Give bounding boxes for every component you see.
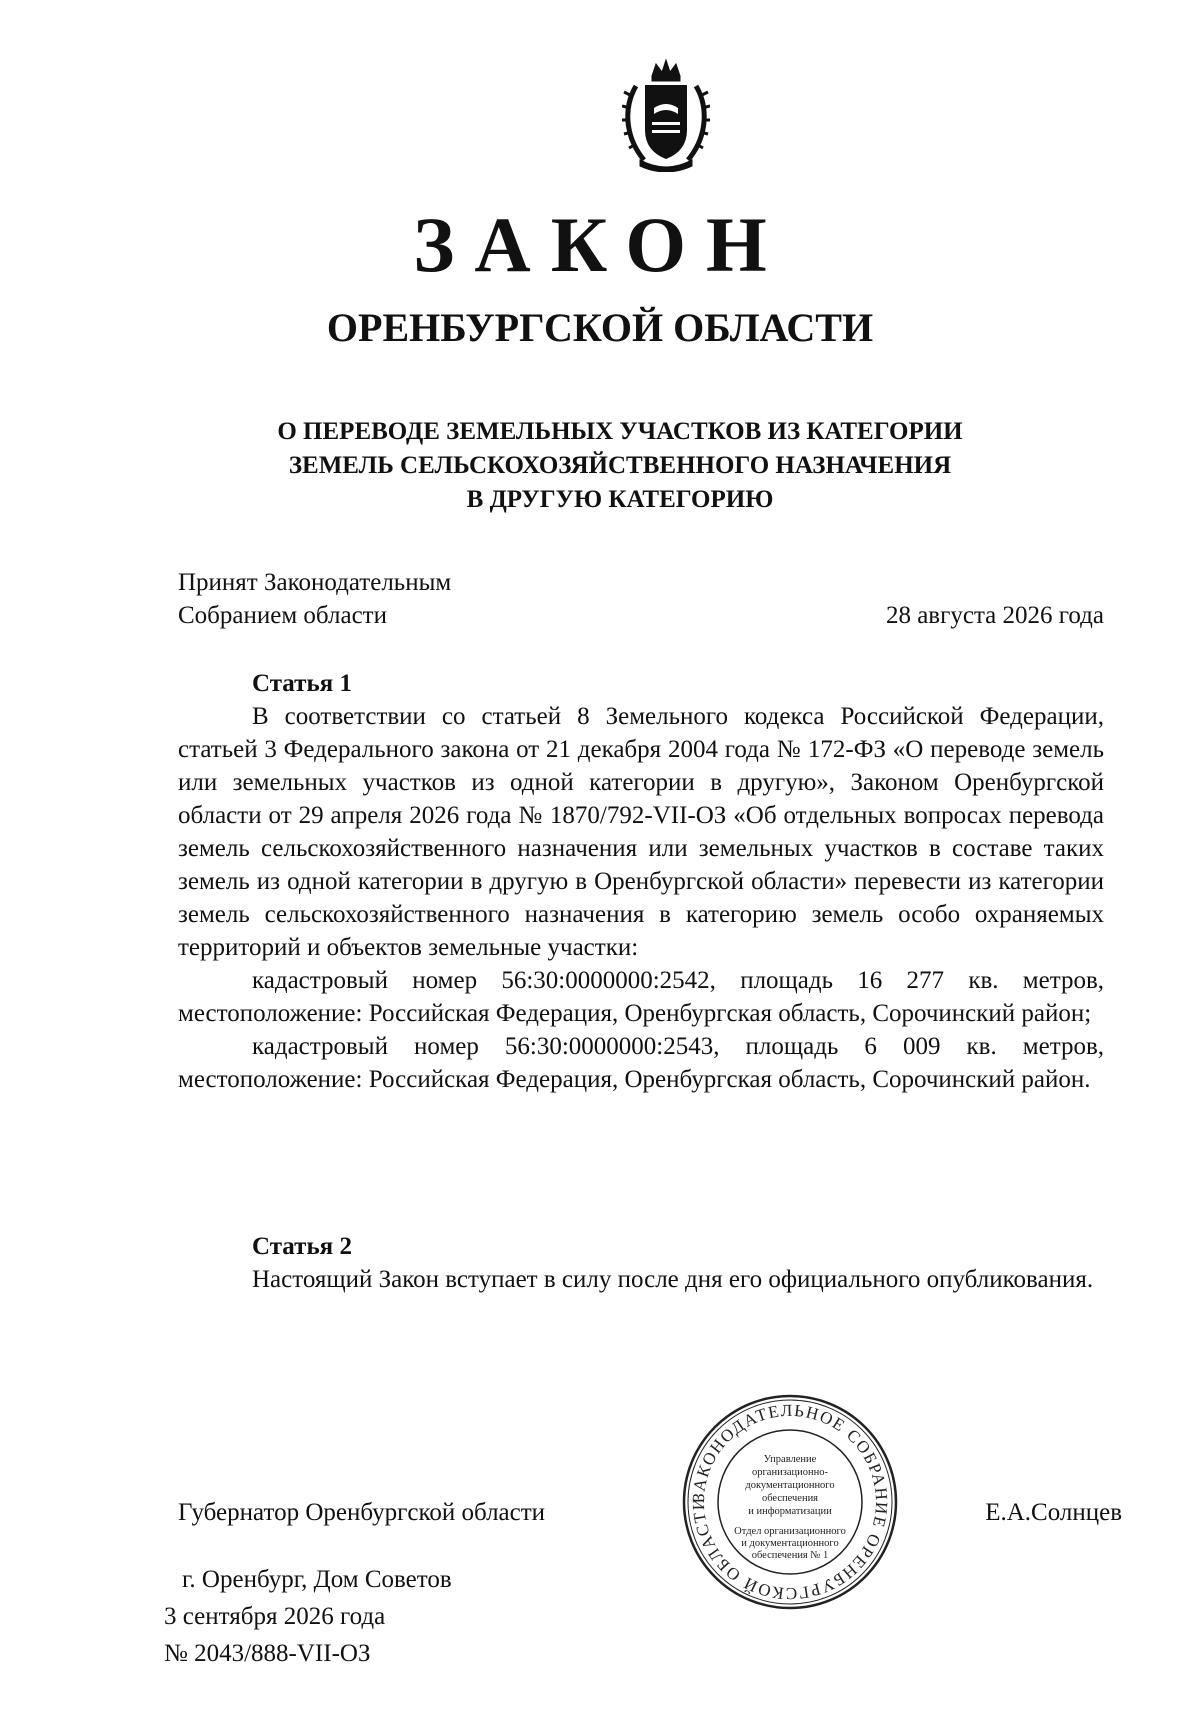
official-seal <box>680 1392 900 1612</box>
article-title: Статья 1 <box>252 670 352 697</box>
law-heading-line: В ДРУГУЮ КАТЕГОРИЮ <box>466 486 774 513</box>
law-number: № 2043/888-VII-ОЗ <box>164 1640 371 1667</box>
seal-inner-line: организационно- <box>752 1467 828 1478</box>
article-paragraph: кадастровый номер 56:30:0000000:2542, площадь 16 277 кв. метров, местоположение: Российская Федерация, Оренбургская область, Сорочинский район; <box>178 967 1104 1027</box>
adoption-line: Собранием области <box>178 602 387 629</box>
seal-outer-text: ЗАКОНОДАТЕЛЬНОЕ СОБРАНИЕ ОРЕНБУРГСКОЙ ОБЛАСТИ <box>688 1400 892 1604</box>
seal-inner-line: Управление <box>763 1454 817 1465</box>
seal-inner-line: обеспечения № 1 <box>751 1550 829 1561</box>
adoption-line: Принят Законодательным <box>178 569 452 596</box>
law-heading-line: О ПЕРЕВОДЕ ЗЕМЕЛЬНЫХ УЧАСТКОВ ИЗ КАТЕГОРИИ <box>277 418 963 445</box>
seal-inner-line: документационного <box>745 1480 835 1491</box>
article-paragraph: Настоящий Закон вступает в силу после дня его официального опубликования. <box>252 1266 1094 1293</box>
article-1 <box>178 667 1104 1096</box>
seal-inner-line: обеспечения <box>761 1493 819 1504</box>
document-title: ЗАКОН <box>413 201 787 288</box>
adoption-statement <box>178 566 451 632</box>
adoption-date: 28 августа 2026 года <box>885 602 1104 629</box>
signing-place: г. Оренбург, Дом Советов <box>182 1566 452 1593</box>
seal-inner-line: и информатизации <box>748 1506 832 1517</box>
governor-title: Губернатор Оренбургской области <box>178 1499 546 1526</box>
governor-name: Е.А.Солнцев <box>985 1499 1122 1526</box>
law-heading <box>120 415 1120 517</box>
article-paragraph: В соответствии со статьей 8 Земельного кодекса Российской Федерации, статьей 3 Федерального закона от 21 декабря 2004 года № 172-ФЗ «О переводе земель или земельных участков из одной категории в другую», Законом Оренбургской области от 29 апреля 2026 года № 1870/792-VII-ОЗ «Об отдельных вопросах перевода земель сельскохозяйственного назначения или земельных участков в составе таких земель из одной категории в другую в Оренбургской области» перевести из категории земель сельскохозяйственного назначения в категорию земель особо охраняемых территорий и объектов земельные участки: <box>178 703 1104 961</box>
coat-of-arms-icon <box>622 56 710 172</box>
law-heading-line: ЗЕМЕЛЬ СЕЛЬСКОХОЗЯЙСТВЕННОГО НАЗНАЧЕНИЯ <box>288 452 952 479</box>
seal-inner-line: и документационного <box>741 1538 839 1549</box>
article-2 <box>178 1230 1104 1296</box>
signing-date: 3 сентября 2026 года <box>164 1603 386 1630</box>
article-paragraph: кадастровый номер 56:30:0000000:2543, площадь 6 009 кв. метров, местоположение: Российская Федерация, Оренбургская область, Сорочинский район. <box>178 1033 1104 1093</box>
article-title: Статья 2 <box>252 1233 352 1260</box>
document-subtitle: ОРЕНБУРГСКОЙ ОБЛАСТИ <box>326 305 874 350</box>
seal-inner-line: Отдел организационного <box>734 1526 846 1537</box>
